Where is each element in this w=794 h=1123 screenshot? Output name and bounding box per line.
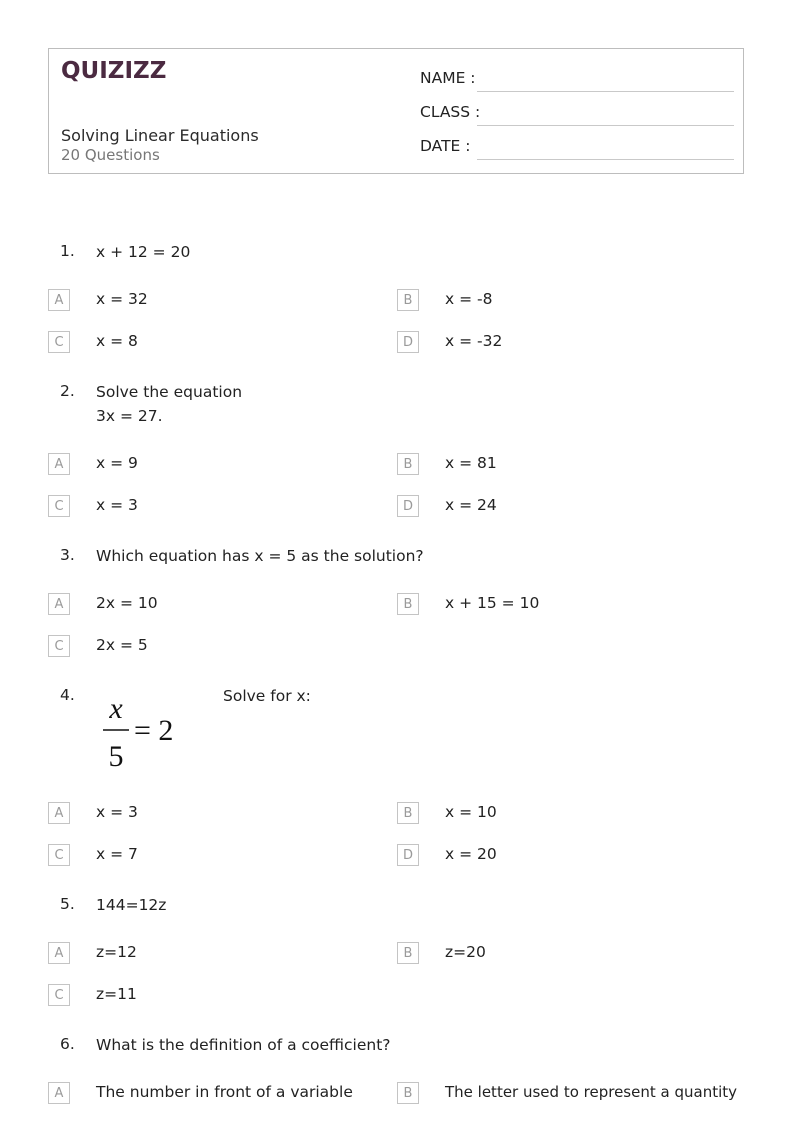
quizizz-logo: QUIZIZZ — [61, 58, 167, 84]
option-c-box[interactable]: C — [48, 844, 70, 866]
option-d-box[interactable]: D — [397, 495, 419, 517]
option-b-text: x = 81 — [445, 454, 497, 472]
question-number: 4. — [60, 686, 75, 704]
question-text: Which equation has x = 5 as the solution? — [96, 547, 424, 565]
question-text: x + 12 = 20 — [96, 243, 191, 261]
class-line[interactable] — [477, 125, 734, 126]
option-c-text: x = 3 — [96, 496, 138, 514]
date-label: DATE : — [420, 137, 471, 155]
option-a-text: x = 32 — [96, 290, 148, 308]
option-a-box[interactable]: A — [48, 802, 70, 824]
name-line[interactable] — [477, 91, 734, 92]
option-b-box[interactable]: B — [397, 593, 419, 615]
option-a-text: z=12 — [96, 943, 137, 961]
option-c-box[interactable]: C — [48, 984, 70, 1006]
option-d-box[interactable]: D — [397, 844, 419, 866]
option-c-box[interactable]: C — [48, 635, 70, 657]
question-text: Solve for x: — [223, 687, 311, 705]
option-b-text: x + 15 = 10 — [445, 594, 540, 612]
option-d-text: x = 24 — [445, 496, 497, 514]
question-text-line-2: 3x = 27. — [96, 407, 163, 425]
option-c-box[interactable]: C — [48, 495, 70, 517]
option-b-box[interactable]: B — [397, 942, 419, 964]
option-b-text: x = 10 — [445, 803, 497, 821]
equation-image — [100, 692, 186, 774]
option-a-text: 2x = 10 — [96, 594, 158, 612]
option-a-text: x = 3 — [96, 803, 138, 821]
option-c-text: x = 8 — [96, 332, 138, 350]
option-c-text: 2x = 5 — [96, 636, 148, 654]
option-b-text: z=20 — [445, 943, 486, 961]
option-c-text: z=11 — [96, 985, 137, 1003]
question-number: 1. — [60, 242, 75, 260]
question-number: 5. — [60, 895, 75, 913]
option-b-text: The letter used to represent a quantity — [445, 1083, 738, 1101]
fraction-numerator: x — [109, 692, 123, 725]
name-label: NAME : — [420, 69, 476, 87]
option-d-text: x = 20 — [445, 845, 497, 863]
option-d-box[interactable]: D — [397, 331, 419, 353]
option-a-text: The number in front of a variable — [96, 1083, 353, 1101]
option-a-box[interactable]: A — [48, 289, 70, 311]
date-line[interactable] — [477, 159, 734, 160]
question-text: 144=12z — [96, 896, 167, 914]
option-b-text: x = -8 — [445, 290, 493, 308]
worksheet-title: Solving Linear Equations — [61, 126, 259, 145]
option-a-box[interactable]: A — [48, 1082, 70, 1104]
question-number: 2. — [60, 382, 75, 400]
option-b-box[interactable]: B — [397, 1082, 419, 1104]
question-text-line-1: Solve the equation — [96, 383, 243, 401]
equation-rhs: = 2 — [134, 714, 174, 747]
option-a-text: x = 9 — [96, 454, 138, 472]
option-b-box[interactable]: B — [397, 802, 419, 824]
option-a-box[interactable]: A — [48, 942, 70, 964]
option-c-text: x = 7 — [96, 845, 138, 863]
name-field[interactable] — [420, 69, 734, 93]
question-count: 20 Questions — [61, 146, 160, 164]
question-text: What is the definition of a coefficient? — [96, 1036, 391, 1054]
date-field[interactable] — [420, 137, 734, 161]
question-number: 6. — [60, 1035, 75, 1053]
option-a-box[interactable]: A — [48, 593, 70, 615]
option-b-box[interactable]: B — [397, 289, 419, 311]
option-d-text: x = -32 — [445, 332, 503, 350]
fraction-denominator: 5 — [108, 740, 124, 773]
option-a-box[interactable]: A — [48, 453, 70, 475]
option-b-box[interactable]: B — [397, 453, 419, 475]
worksheet-header — [48, 48, 744, 174]
option-c-box[interactable]: C — [48, 331, 70, 353]
class-field[interactable] — [420, 103, 734, 127]
question-number: 3. — [60, 546, 75, 564]
class-label: CLASS : — [420, 103, 481, 121]
